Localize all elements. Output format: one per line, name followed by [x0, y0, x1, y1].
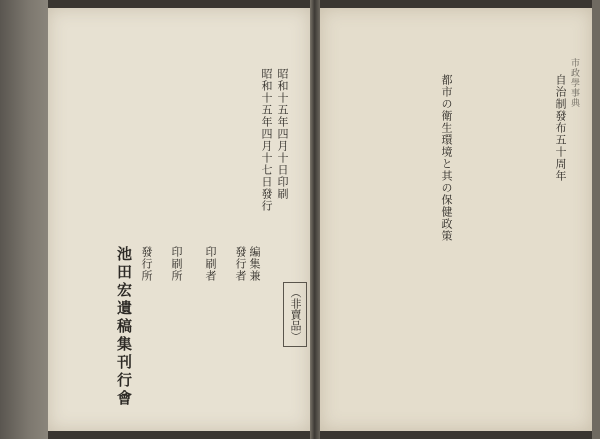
print-date: 昭和十五年四月十日印刷 — [276, 68, 289, 200]
book-gutter — [310, 0, 320, 439]
printshop-label: 印刷所 — [170, 246, 183, 282]
page-header: 市政學事典 — [569, 58, 579, 108]
issuer-label: 發行所 — [140, 246, 153, 282]
publisher-label: 發行者 — [234, 246, 247, 282]
non-sale-stamp: （非賣品） — [283, 282, 307, 347]
contents-line-1: 自治制發布五十周年 — [554, 74, 567, 182]
book-cover-edge-right — [592, 0, 600, 439]
editor-label: 編集兼 — [248, 246, 261, 282]
contents-line-2: 都市の衛生環境と其の保健政策 — [440, 74, 453, 242]
contents-page — [320, 8, 592, 431]
issuer-name: 池田宏遺稿集刊行會 — [115, 246, 133, 408]
book-cover-edge — [0, 0, 48, 439]
printer-label: 印刷者 — [204, 246, 217, 282]
issue-date: 昭和十五年四月十七日發行 — [260, 68, 273, 212]
colophon-page — [48, 8, 310, 431]
